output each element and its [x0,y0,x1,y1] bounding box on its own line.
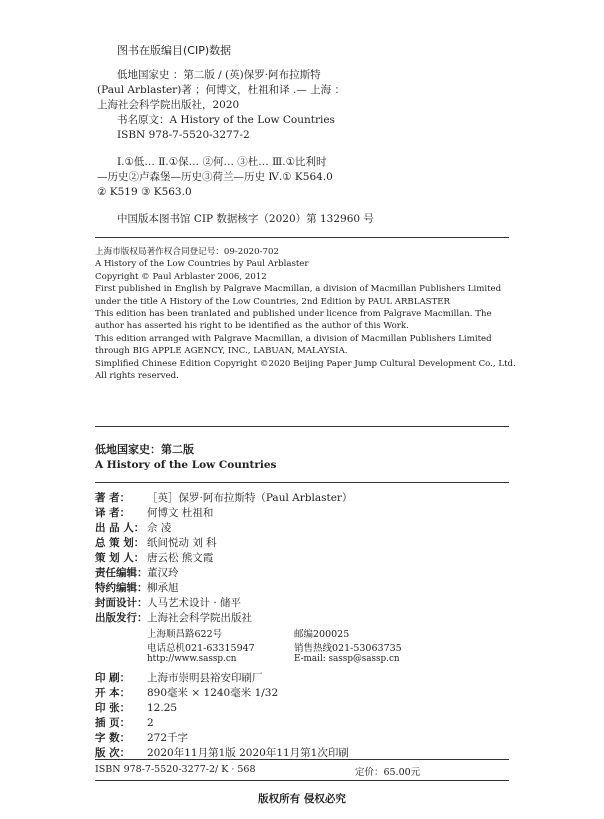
credit-row [95,490,352,505]
divider [95,426,509,427]
publisher-address: 上海顺昌路622号 [147,629,223,640]
copyright-line: This edition arranged with Palgrave Macmillan, a division of Macmillan Publishers Limited [95,333,492,344]
class-line: —历史②卢森堡—历史③荷兰—历史 Ⅳ.① K564.0 [97,171,333,183]
rights-notice: 版权所有 侵权必究 [258,793,346,805]
credit-label: 著 者： [95,492,131,504]
credit-value: 纸间悦动 刘 科 [147,537,217,549]
credit-value: 柳承旭 [147,582,179,594]
spec-label: 字 数： [95,732,131,744]
spec-label: 插 页： [95,717,131,729]
credit-label: 总 策 划： [95,537,145,549]
credit-row [95,595,241,610]
credit-row [95,535,217,550]
copyright-block [95,246,516,382]
spec-value: 12.25 [147,702,178,714]
spec-row [95,700,177,715]
cip-line: (Paul Arblaster)著 ；何博文，杜祖和译 .— 上海 ： [97,84,345,96]
publisher-website[interactable]: http://www.sassp.cn [147,654,237,664]
copyright-line: Simplified Chinese Edition Copyright ©2020 Beijing Paper Jump Cultural Development Co., Ltd. [95,358,516,369]
publisher-postcode: 邮编200025 [294,629,350,640]
spec-row [95,730,188,745]
spec-row [95,670,263,685]
publisher-email[interactable]: E-mail: sassp@sassp.cn [294,654,400,664]
credit-label: 封面设计： [95,597,148,609]
spec-label: 印 张： [95,702,131,714]
spec-value: 2 [147,717,154,729]
cip-isbn: ISBN 978-7-5520-3277-2 [117,129,250,141]
cip-heading: 图书在版编目(CIP)数据 [117,44,232,57]
copyright-line: All rights reserved. [95,371,179,382]
book-title-cn: 低地国家史：第二版 [95,443,194,456]
credit-row [95,580,179,595]
spec-label: 印 刷： [95,672,131,684]
copyright-line: This edition has been tranlated and published under licence from Palgrave Macmillan. The [95,309,492,320]
publisher-phone: 电话总机021-63315947 [147,643,255,654]
credit-label: 出版发行： [95,612,148,624]
credit-value: 上海社会科学院出版社 [147,612,252,624]
copyright-line: author has asserted his right to be identified as the author of this Work. [95,321,409,332]
copyright-line: Copyright © Paul Arblaster 2006, 2012 [95,271,267,282]
credit-label: 出 品 人： [95,522,145,534]
credit-value: 佘 凌 [147,522,172,534]
credit-label: 责任编辑： [95,567,148,579]
copyright-line: through BIG APPLE AGENCY, INC., LABUAN, MALAYSIA. [95,346,348,357]
divider [95,237,509,238]
spec-row [95,685,278,700]
divider [95,759,509,760]
spec-value: 2020年11月第1版 2020年11月第1次印刷 [147,747,349,759]
credit-value: 董汉玲 [147,567,179,579]
spec-label: 版 次： [95,747,131,759]
copyright-line: under the title A History of the Low Countries, 2nd Edition by PAUL ARBLASTER [95,296,451,307]
divider [95,780,509,781]
copyright-line: 上海市版权局著作权合同登记号：09-2020-702 [95,247,279,257]
credit-row [95,610,252,625]
publisher-sales: 销售热线021-53063735 [294,643,402,654]
credit-label: 特约编辑： [95,582,148,594]
footer-isbn: ISBN 978-7-5520-3277-2/ K · 568 [95,764,256,775]
spec-row [95,715,154,730]
book-title-en: A History of the Low Countries [95,459,277,471]
cip-line: 上海社会科学院出版社，2020 [97,99,240,111]
spec-label: 开 本： [95,687,131,699]
cip-line: 低地国家史 ：第二版 / (英)保罗·阿布拉斯特 [117,69,321,81]
credit-label: 策 划 人： [95,552,145,564]
original-title: 书名原文：A History of the Low Countries [117,114,335,126]
credit-row [95,565,179,580]
credit-value: 人马艺术设计 · 储平 [147,597,242,609]
spec-row [95,745,349,760]
credit-value: ［英］保罗·阿布拉斯特（Paul Arblaster） [147,492,353,504]
credit-value: 何博文 杜祖和 [147,507,214,519]
credit-row [95,550,213,565]
copyright-line: First published in English by Palgrave Macmillan, a division of Macmillan Publishers Limited [95,284,502,295]
cip-number: 中国版本图书馆 CIP 数据核字（2020）第 132960 号 [117,213,374,225]
credit-row [95,520,171,535]
class-line: ② K519 ③ K563.0 [97,186,192,198]
credit-label: 译 者： [95,507,131,519]
spec-value: 272千字 [147,732,189,744]
divider [95,482,509,483]
credit-row [95,505,213,520]
spec-value: 上海市崇明县裕安印刷厂 [147,672,263,684]
footer-price: 定价：65.00元 [355,767,421,778]
class-line: Ⅰ.①低… Ⅱ.①保… ②何… ③杜… Ⅲ.①比利时 [117,156,327,168]
credit-value: 唐云松 熊文霞 [147,552,214,564]
copyright-line: A History of the Low Countries by Paul Arblaster [95,259,309,270]
spec-value: 890毫米 × 1240毫米 1/32 [147,687,279,699]
